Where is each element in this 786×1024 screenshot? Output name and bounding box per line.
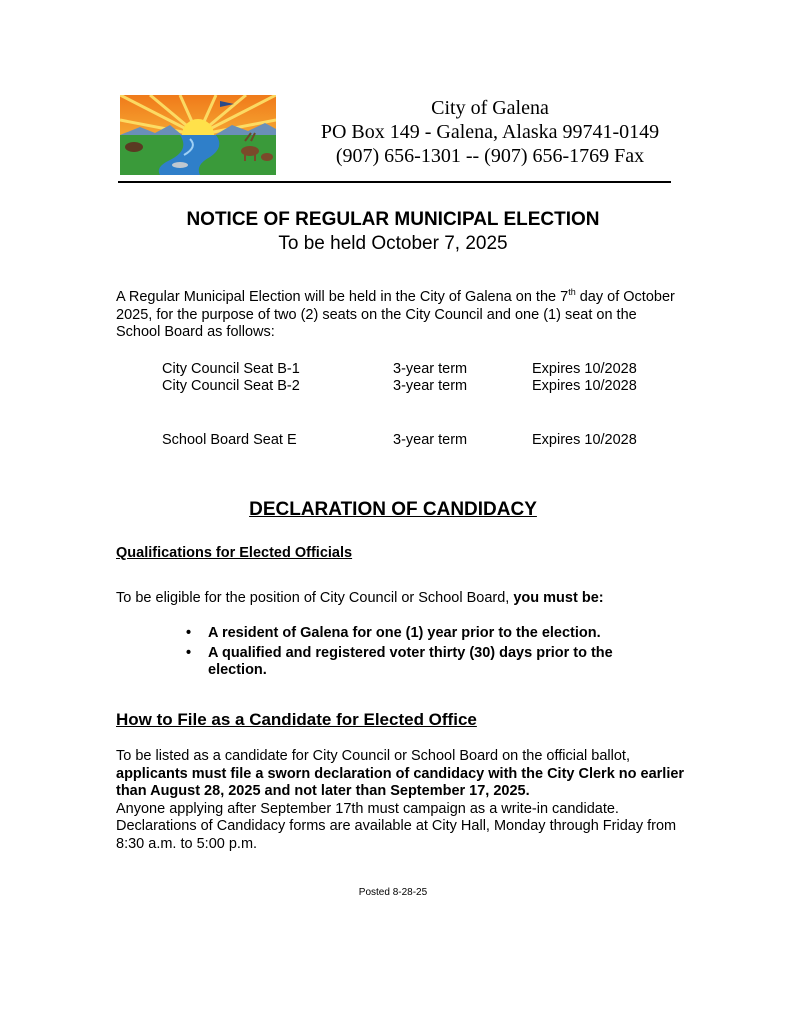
- city-logo-icon: [120, 95, 276, 175]
- intro-text-2: day of October 2025, for the purpose of two (2) seats on the City Council and one (1) seat on the School Board as follows:: [116, 289, 675, 340]
- bullet-icon: •: [186, 625, 192, 641]
- city-address: PO Box 149 - Galena, Alaska 99741-0149: [320, 121, 660, 143]
- notice-subtitle: To be held October 7, 2025: [278, 233, 508, 254]
- city-name: City of Galena: [431, 97, 549, 119]
- intro-superscript: th: [568, 287, 576, 298]
- posted-date: Posted 8-28-25: [358, 887, 428, 898]
- letterhead-divider: [118, 181, 671, 183]
- seat-name: School Board Seat E: [162, 432, 297, 448]
- list-item: [186, 645, 656, 680]
- declaration-title: DECLARATION OF CANDIDACY: [249, 499, 537, 520]
- seat-expires: Expires 10/2028: [532, 432, 637, 448]
- qualifications-title: Qualifications for Elected Officials: [116, 545, 353, 561]
- filing-text-2: Anyone applying after September 17th must campaign as a write-in candidate. Declarations of Candidacy forms are available at City Hall, Monday through Friday from 8:30 a.m. to 5:00 p.m.: [116, 800, 677, 852]
- seat-name: City Council Seat B-1: [162, 361, 300, 377]
- eligibility-paragraph: [116, 590, 676, 608]
- seat-expires: Expires 10/2028: [532, 361, 637, 377]
- filing-title: How to File as a Candidate for Elected Office: [116, 710, 477, 729]
- intro-paragraph: [116, 289, 676, 342]
- bullet-icon: •: [186, 644, 192, 661]
- city-phone: (907) 656-1301 -- (907) 656-1769 Fax: [335, 145, 645, 167]
- seat-term: 3-year term: [393, 432, 468, 448]
- list-item: [186, 625, 656, 643]
- intro-text-1: A Regular Municipal Election will be held in the City of Galena on the 7: [116, 289, 569, 305]
- requirement-text: A resident of Galena for one (1) year prior to the election.: [208, 625, 601, 641]
- notice-title: NOTICE OF REGULAR MUNICIPAL ELECTION: [186, 209, 600, 230]
- seat-term: 3-year term: [393, 361, 468, 377]
- filing-paragraph: [116, 748, 686, 853]
- eligibility-text: To be eligible for the position of City Council or School Board,: [116, 590, 514, 606]
- requirements-list: [186, 625, 656, 682]
- filing-bold: applicants must file a sworn declaration of candidacy with the City Clerk no earlier than August 28, 2025 and not later than September 17, 2025.: [116, 765, 685, 799]
- filing-text-1: To be listed as a candidate for City Council or School Board on the official ballot,: [116, 748, 630, 764]
- requirement-text: A qualified and registered voter thirty (30) days prior to the election.: [208, 644, 613, 678]
- eligibility-bold: you must be:: [513, 590, 604, 606]
- seat-name: City Council Seat B-2: [162, 378, 300, 394]
- letterhead: [300, 96, 680, 168]
- seat-term: 3-year term: [393, 378, 468, 394]
- seat-expires: Expires 10/2028: [532, 378, 637, 394]
